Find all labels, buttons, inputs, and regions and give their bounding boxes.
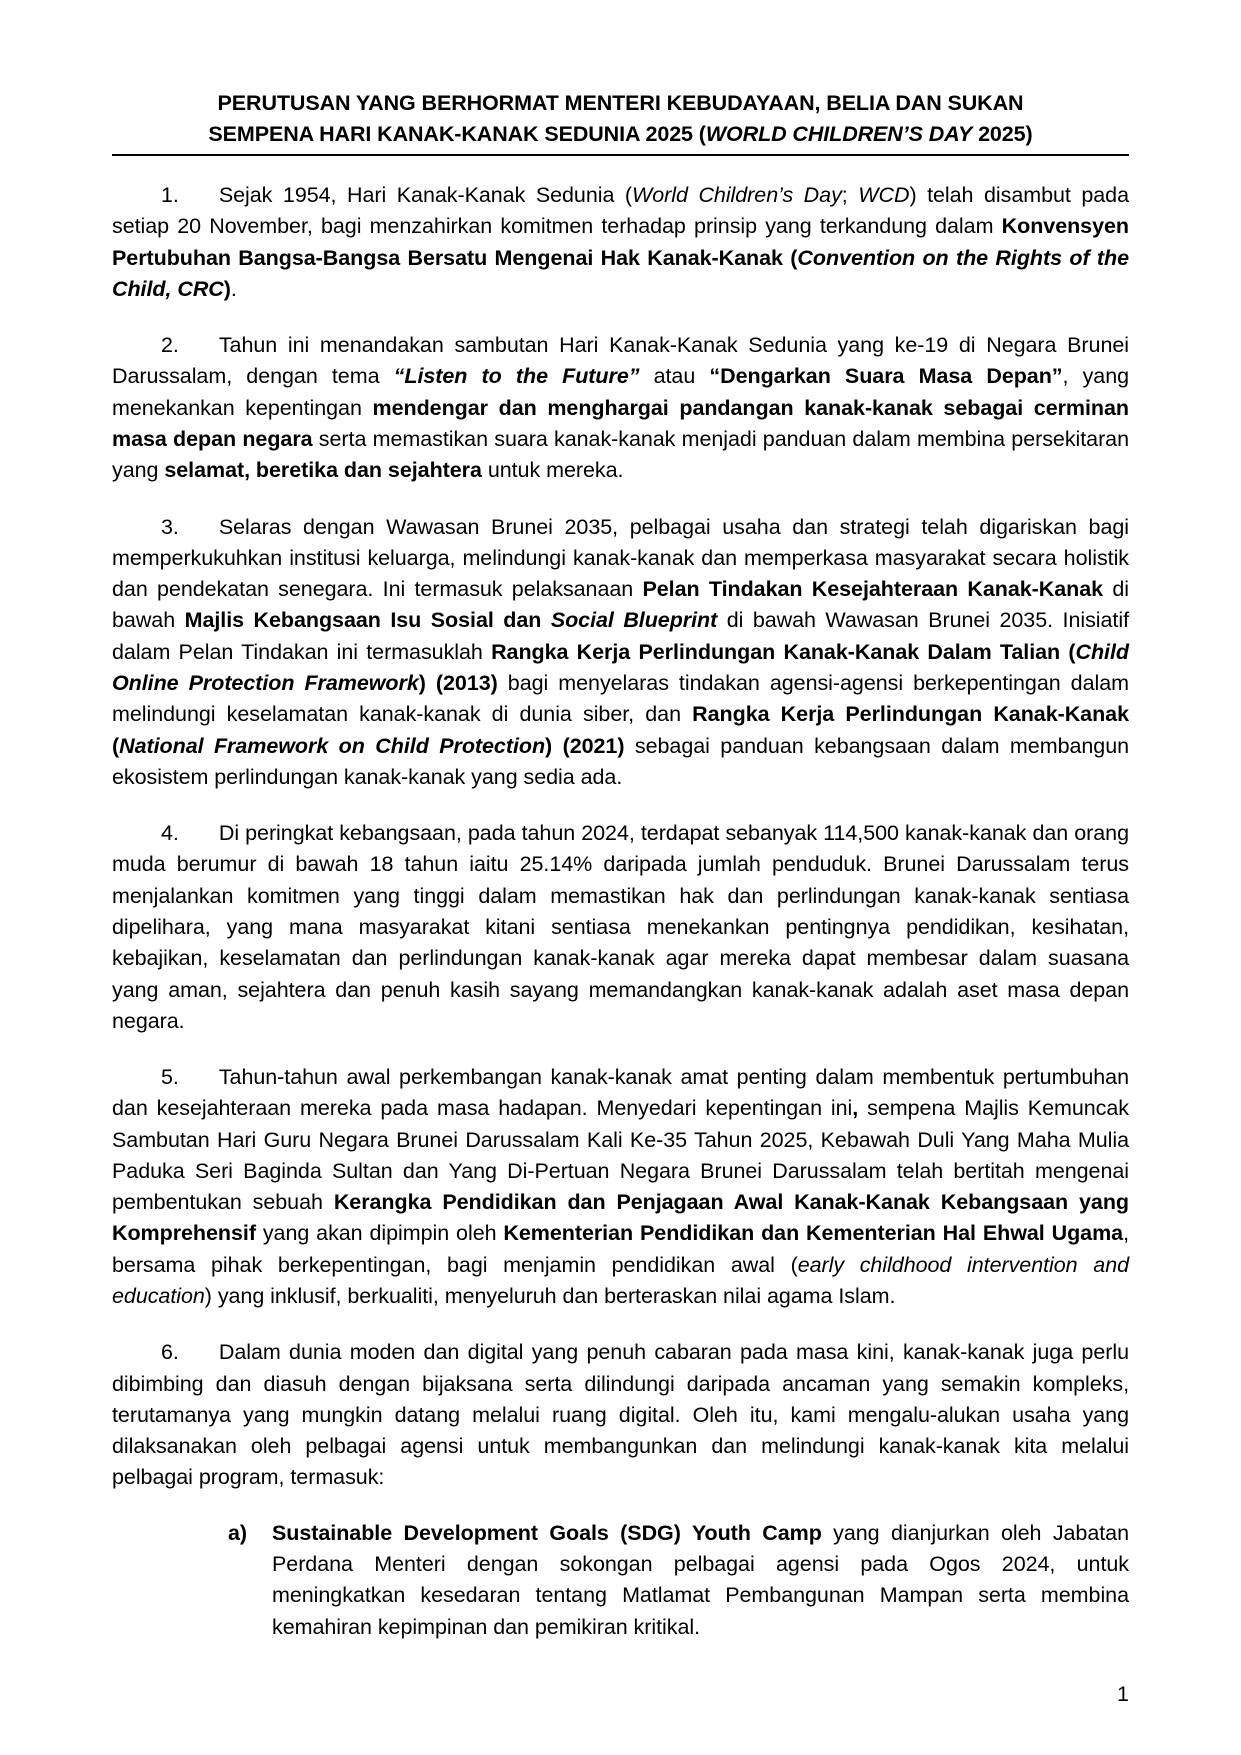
paragraph-4-seg-1: Di peringkat kebangsaan, pada tahun 2024, terdapat sebanyak 114,500 kanak-kanak dan orang muda berumur di bawah 18 tahun iaitu 25.14% daripada jumlah penduduk. Brunei Darussalam terus menjalankan komitmen yang tinggi dalam memastikan hak dan perlindungan kanak-kanak sentiasa dipelihara, yang mana masyarakat kitani sentiasa menekankan pentingnya pendidikan, kesihatan, kebajikan, keselamatan dan perlindungan kanak-kanak agar mereka dapat membesar dalam suasana yang aman, sejahtera dan penuh kasih sayang memandangkan kanak-kanak adalah aset masa depan negara.	[112, 821, 1129, 1033]
paragraph-6-seg-1: Dalam dunia moden dan digital yang penuh cabaran pada masa kini, kanak-kanak juga perlu dibimbing dan diasuh dengan bijaksana serta dilindungi daripada ancaman yang semakin kompleks, terutamanya yang mungkin datang melalui ruang digital. Oleh itu, kami mengalu-alukan usaha yang dilaksanakan oleh pelbagai agensi untuk membangunkan dan melindungi kanak-kanak kita melalui pelbagai program, termasuk:	[112, 1340, 1129, 1490]
list-item-text	[272, 1518, 1129, 1643]
paragraph-3-seg-11: Rangka Kerja Perlindungan Kanak-Kanak (	[112, 702, 1129, 758]
paragraph-1-seg-3: ;	[841, 183, 859, 208]
paragraph-3-seg-10: bagi menyelaras tindakan agensi-agensi berkepentingan dalam melindungi keselamatan kanak-kanak di dunia siber, dan	[112, 670, 1129, 727]
paragraph-5-number: 5.	[161, 1065, 179, 1090]
list-item	[228, 1518, 1129, 1643]
paragraph-3-seg-14: sebagai panduan kebangsaan dalam membangun ekosistem perlindungan kanak-kanak yang sedia ada.	[112, 733, 1130, 789]
paragraph-3-seg-8: Child Online Protection Framework	[112, 639, 1129, 695]
paragraph-3-seg-2: Pelan Tindakan Kesejahteraan Kanak-Kanak	[642, 577, 1104, 602]
paragraph-2-seg-4: “Dengarkan Suara Masa Depan”	[709, 364, 1063, 389]
paragraph-3-seg-9: ) (2013)	[418, 670, 498, 695]
page-title-line-1: PERUTUSAN YANG BERHORMAT MENTERI KEBUDAYAAN, BELIA DAN SUKAN	[217, 91, 1024, 115]
paragraph-6	[112, 1337, 1129, 1493]
paragraph-1-seg-1: Sejak 1954, Hari Kanak-Kanak Sedunia (	[218, 183, 633, 208]
paragraph-3-seg-12: National Framework on Child Protection	[119, 733, 546, 758]
page-title-line-2-italic: WORLD CHILDREN’S DAY	[705, 121, 973, 146]
program-list	[112, 1518, 1129, 1643]
paragraph-1-seg-5: ) telah disambut pada setiap 20 November, bagi menzahirkan komitmen terhadap prinsip yang terkandung dalam	[112, 183, 1129, 239]
paragraph-3-number: 3.	[161, 514, 179, 539]
paragraph-5-seg-8: early childhood intervention and education	[112, 1252, 1130, 1309]
paragraph-2-seg-8: selamat, beretika dan sejahtera	[164, 458, 482, 483]
title-divider	[112, 154, 1129, 156]
paragraph-3-seg-7: Rangka Kerja Perlindungan Kanak-Kanak Dalam Talian (	[491, 639, 1076, 664]
paragraph-3	[112, 512, 1129, 794]
paragraph-5-seg-2: ,	[852, 1096, 859, 1121]
paragraph-4	[112, 818, 1129, 1037]
paragraph-2-seg-1: Tahun ini menandakan sambutan Hari Kanak-Kanak Sedunia yang ke-19 di Negara Brunei Darussalam, dengan tema	[112, 333, 1129, 389]
paragraph-1-seg-8: )	[223, 276, 231, 301]
page-title-line-2-part-c: 2025)	[972, 121, 1033, 146]
paragraph-1-number: 1.	[161, 183, 179, 208]
paragraph-5-seg-3: sempena Majlis Kemuncak Sambutan Hari Guru Negara Brunei Darussalam Kali Ke-35 Tahun 2025, Kebawah Duli Yang Maha Mulia Paduka Seri Baginda Sultan dan Yang Di-Pertuan Negara Brunei Darussalam telah bertitah mengenai pembentukan sebuah	[112, 1096, 1129, 1215]
page-title-line-2	[116, 119, 1125, 150]
paragraph-3-seg-5: Social Blueprint	[550, 608, 718, 633]
paragraph-1-seg-2: World Children’s Day	[632, 183, 842, 208]
paragraph-3-seg-4: Majlis Kebangsaan Isu Sosial dan	[184, 608, 551, 633]
paragraph-2-seg-9: untuk mereka.	[481, 458, 624, 483]
paragraph-1	[112, 180, 1129, 305]
paragraph-5-seg-9: ) yang inklusif, berkualiti, menyeluruh dan berteraskan nilai agama Islam.	[204, 1284, 896, 1309]
paragraph-5-seg-5: yang akan dipimpin oleh	[255, 1221, 504, 1246]
paragraph-6-number: 6.	[161, 1340, 179, 1365]
paragraph-5-seg-4: Kerangka Pendidikan dan Penjagaan Awal Kanak-Kanak Kebangsaan yang Komprehensif	[112, 1190, 1130, 1246]
paragraph-2-number: 2.	[161, 333, 179, 358]
list-item-seg-1: Sustainable Development Goals (SDG) Youth Camp	[272, 1520, 822, 1545]
list-item-seg-2: yang dianjurkan oleh Jabatan Perdana Menteri dengan sokongan pelbagai agensi pada Ogos 2024, untuk meningkatkan kesedaran tentang Matlamat Pembangunan Mampan serta membina kemahiran kepimpinan dan pemikiran kritikal.	[272, 1520, 1129, 1639]
paragraph-1-seg-7: Convention on the Rights of the Child, CRC	[112, 245, 1129, 301]
paragraph-3-seg-6: di bawah Wawasan Brunei 2035. Inisiatif dalam Pelan Tindakan ini termasuklah	[112, 608, 1129, 664]
page-title	[112, 88, 1129, 151]
page-title-line-2-part-a: SEMPENA HARI KANAK-KANAK SEDUNIA 2025 (	[208, 121, 706, 146]
paragraph-3-seg-1: Selaras dengan Wawasan Brunei 2035, pelbagai usaha dan strategi telah digariskan bagi memperkukuhkan institusi keluarga, melindungi kanak-kanak dan memperkasa masyarakat secara holistik dan pendekatan senegara. Ini termasuk pelaksanaan	[112, 514, 1129, 602]
paragraph-1-seg-4: WCD	[858, 183, 910, 208]
paragraph-4-number: 4.	[161, 821, 179, 846]
paragraph-5-seg-1: Tahun-tahun awal perkembangan kanak-kanak amat penting dalam membentuk pertumbuhan dan kesejahteraan mereka pada masa hadapan. Menyedari kepentingan ini	[112, 1065, 1129, 1121]
paragraph-2-seg-6: mendengar dan menghargai pandangan kanak-kanak sebagai cerminan masa depan negara	[112, 395, 1129, 451]
paragraph-3-seg-3: di bawah	[112, 577, 1130, 633]
paragraph-1-seg-6: Konvensyen Pertubuhan Bangsa-Bangsa Bersatu Mengenai Hak Kanak-Kanak (	[112, 214, 1129, 270]
paragraph-2-seg-2: “Listen to the Future”	[393, 364, 640, 389]
paragraph-2-seg-7: serta memastikan suara kanak-kanak menjadi panduan dalam membina persekitaran yang	[112, 427, 1129, 483]
paragraph-1-seg-9: .	[230, 276, 237, 301]
paragraph-2-seg-3: atau	[639, 364, 710, 389]
paragraph-5-seg-6: Kementerian Pendidikan dan Kementerian Hal Ehwal Ugama	[503, 1221, 1124, 1246]
page-number: 1	[1117, 1682, 1129, 1706]
paragraph-2-seg-5: , yang menekankan kepentingan	[112, 364, 1130, 420]
paragraph-3-seg-13: ) (2021)	[545, 733, 625, 758]
paragraph-5-seg-7: , bersama pihak berkepentingan, bagi menjamin pendidikan awal (	[112, 1221, 1129, 1277]
paragraph-2	[112, 330, 1129, 486]
list-item-marker: a)	[228, 1520, 248, 1545]
paragraph-5	[112, 1062, 1129, 1312]
